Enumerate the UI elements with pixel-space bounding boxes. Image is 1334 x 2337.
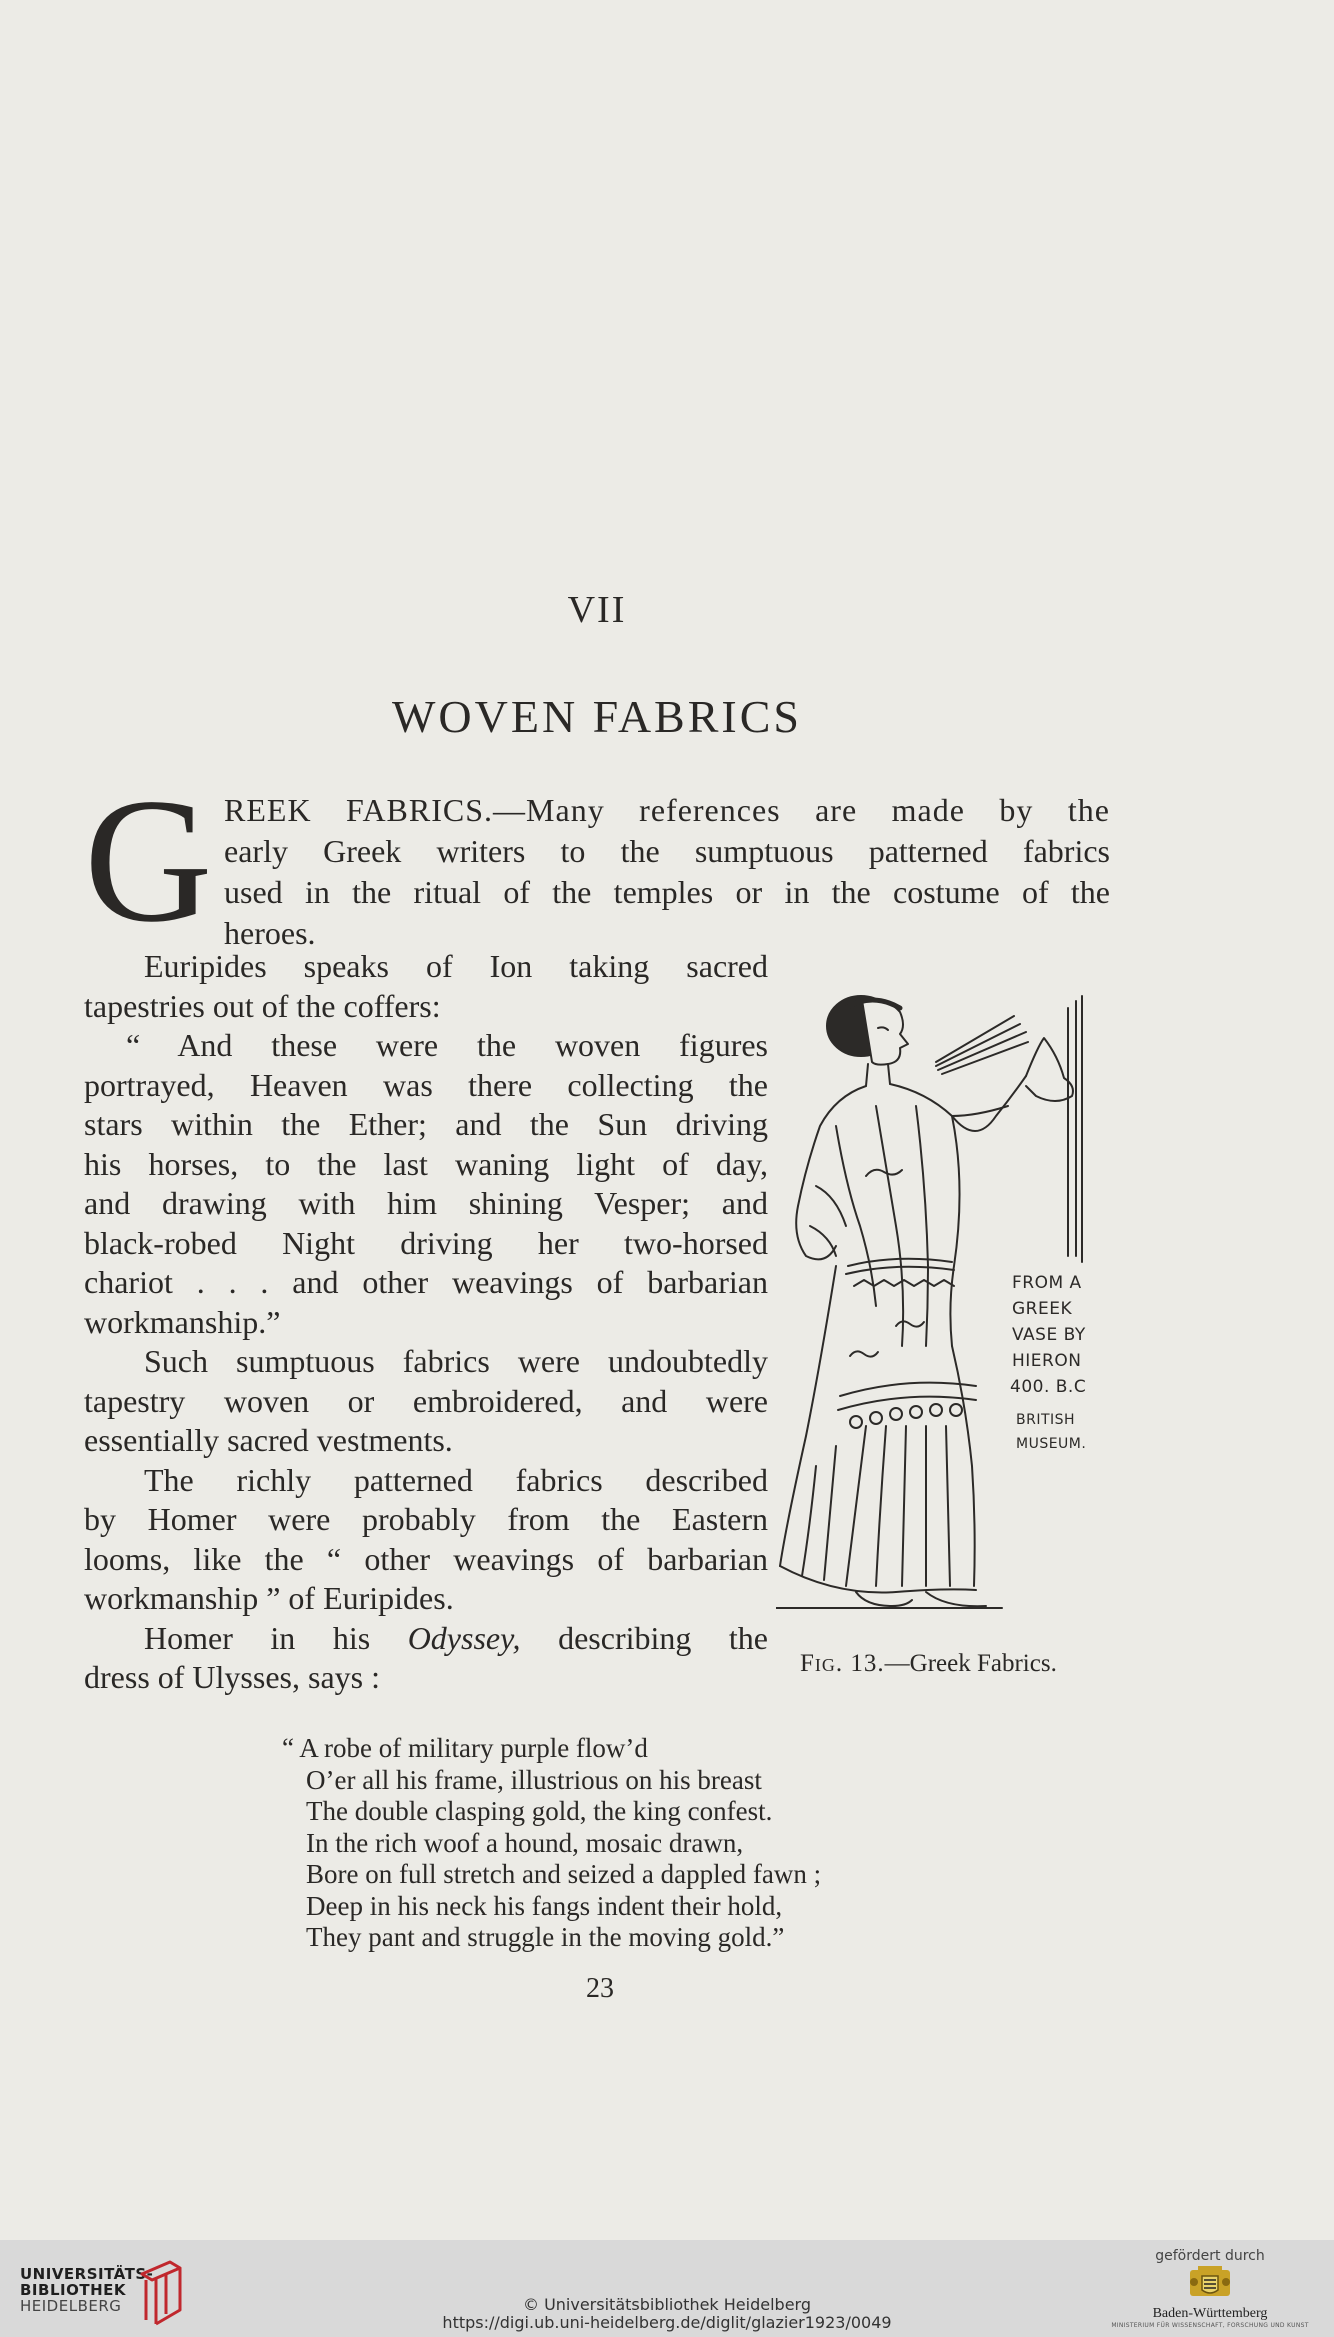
intro-line: heroes. — [224, 915, 316, 951]
figure-note-line: FROM A — [1012, 1273, 1082, 1293]
intro-line: early Greek writers to the sumptuous patterned fabrics — [224, 833, 1110, 869]
figure-note-line: BRITISH — [1016, 1412, 1076, 1428]
verse-line: Deep in his neck his fangs indent their hold, — [306, 1890, 783, 1921]
paragraph-quote — [84, 1026, 768, 1342]
text-line: stars within the Ether; and the Sun driving — [84, 1106, 768, 1142]
paragraph-homer-fabrics — [84, 1461, 768, 1619]
text-line: by Homer were probably from the Eastern — [84, 1501, 768, 1537]
figure-note-line: MUSEUM. — [1016, 1436, 1087, 1452]
text-line: Such sumptuous fabrics were undoubtedly — [144, 1343, 768, 1379]
paragraph-euripides — [84, 947, 768, 1026]
text-line: and drawing with him shining Vesper; and — [84, 1185, 768, 1221]
figure-note-line: HIERON — [1012, 1351, 1082, 1371]
verse-line: In the rich woof a hound, mosaic drawn, — [306, 1827, 744, 1858]
intro-line: used in the ritual of the temples or in the costume of the — [224, 874, 1110, 910]
verse-line: “ A robe of military purple flow’d — [282, 1733, 648, 1763]
text-line: dress of Ulysses, says : — [84, 1659, 380, 1695]
verse-quotation — [282, 1733, 962, 1954]
text-line: tapestries out of the coffers: — [84, 987, 441, 1024]
text-line: workmanship.” — [84, 1303, 281, 1340]
library-name-line: UNIVERSITÄTS- — [20, 2265, 154, 2283]
figure-caption-text: —Greek Fabrics. — [884, 1650, 1057, 1677]
text-line: “ And these were the woven figures — [126, 1027, 768, 1063]
odyssey-title: Odyssey, — [407, 1619, 521, 1656]
page-number: 23 — [586, 1973, 614, 2004]
intro-line: REEK FABRICS.—Many references are made by the — [224, 792, 1110, 828]
text-line: Euripides speaks of Ion taking sacred — [144, 948, 768, 984]
sponsor-subtitle: MINISTERIUM FÜR WISSENSCHAFT, FORSCHUNG UND KUNST — [1111, 2322, 1309, 2329]
text-column — [84, 947, 768, 1698]
library-name-line: BIBLIOTHEK — [20, 2281, 126, 2299]
sponsor-block[interactable] — [1100, 2248, 1320, 2329]
text-line: workmanship ” of Euripides. — [84, 1580, 454, 1616]
figure-caption-label: Fig. 13. — [800, 1650, 885, 1677]
intro-paragraph — [84, 761, 1110, 959]
text-line: The richly patterned fabrics described — [144, 1461, 768, 1498]
library-name-line: HEIDELBERG — [20, 2297, 122, 2315]
figure-note-line: GREEK — [1012, 1299, 1073, 1319]
footer-bar — [0, 2240, 1334, 2337]
text-line: essentially sacred vestments. — [84, 1422, 453, 1458]
text-line: tapestry woven or embroidered, and were — [84, 1382, 768, 1419]
sponsor-label: gefördert durch — [1155, 2248, 1265, 2264]
permalink-url[interactable]: https://digi.ub.uni-heidelberg.de/diglit/glazier1923/0049 — [442, 2313, 892, 2332]
chapter-number: VII — [567, 589, 627, 631]
text-line: chariot . . . and other weavings of barbarian — [84, 1264, 768, 1300]
sponsor-name: Baden-Württemberg — [1152, 2306, 1268, 2321]
verse-line: They pant and struggle in the moving gold.” — [306, 1922, 785, 1952]
text-line: portrayed, Heaven was there collecting the — [84, 1066, 768, 1103]
figure-caption — [800, 1650, 1130, 1678]
figure-note-line: 400. B.C — [1010, 1377, 1087, 1397]
figure-note-line: VASE BY — [1012, 1325, 1086, 1345]
paragraph-vestments — [84, 1342, 768, 1461]
text-line: black-robed Night driving her two-horsed — [84, 1224, 768, 1261]
greek-vase-figure-illustration — [776, 966, 1116, 1636]
paragraph-odyssey — [84, 1619, 768, 1698]
chapter-title: WOVEN FABRICS — [391, 691, 802, 742]
copyright-text: © Universitätsbibliothek Heidelberg — [522, 2295, 811, 2314]
coat-of-arms-icon — [1180, 2264, 1240, 2300]
verse-line: The double clasping gold, the king confest. — [306, 1796, 773, 1826]
text-line: his horses, to the last waning light of day, — [84, 1145, 768, 1182]
drop-cap: G — [84, 761, 213, 959]
text-line: looms, like the “ other weavings of barbarian — [84, 1540, 768, 1577]
text-line: Homer in his Odyssey, describing the — [144, 1619, 768, 1656]
verse-line: Bore on full stretch and seized a dappled fawn ; — [306, 1859, 822, 1889]
verse-line: O’er all his frame, illustrious on his breast — [306, 1764, 762, 1795]
